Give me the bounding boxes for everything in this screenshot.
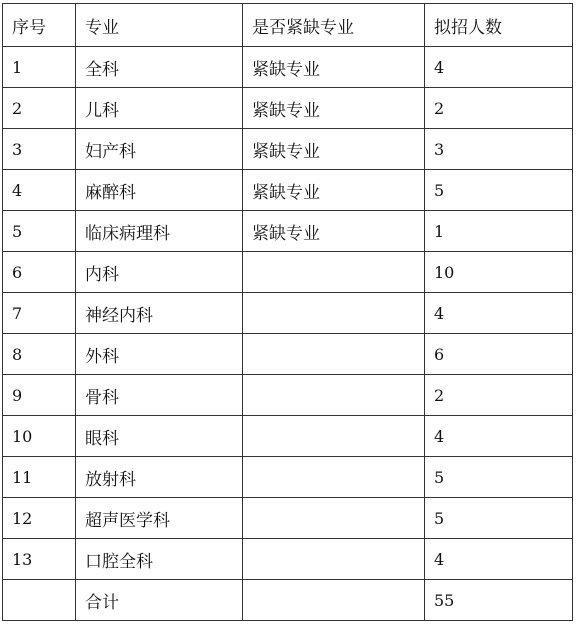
cell-specialty: 麻醉科 xyxy=(76,170,243,211)
cell-specialty: 神经内科 xyxy=(76,293,243,334)
table-row xyxy=(3,211,573,252)
cell-shortage-status xyxy=(243,416,425,457)
header-specialty: 专业 xyxy=(76,4,243,47)
cell-serial-number: 4 xyxy=(3,170,76,211)
cell-planned-hires: 10 xyxy=(425,252,573,293)
cell-shortage-status xyxy=(243,334,425,375)
cell-serial-number: 1 xyxy=(3,47,76,88)
recruitment-table xyxy=(2,3,573,621)
table-row xyxy=(3,334,573,375)
cell-planned-hires: 3 xyxy=(425,129,573,170)
table-row xyxy=(3,129,573,170)
cell-specialty: 全科 xyxy=(76,47,243,88)
cell-specialty: 妇产科 xyxy=(76,129,243,170)
header-planned-hires: 拟招人数 xyxy=(425,4,573,47)
cell-planned-hires: 5 xyxy=(425,498,573,539)
cell-specialty: 超声医学科 xyxy=(76,498,243,539)
table-body xyxy=(3,47,573,621)
cell-planned-hires: 5 xyxy=(425,170,573,211)
table-row xyxy=(3,498,573,539)
cell-serial-number xyxy=(3,580,76,621)
cell-planned-hires: 2 xyxy=(425,88,573,129)
cell-serial-number: 3 xyxy=(3,129,76,170)
table-row xyxy=(3,293,573,334)
cell-specialty: 放射科 xyxy=(76,457,243,498)
cell-serial-number: 2 xyxy=(3,88,76,129)
cell-shortage-status xyxy=(243,293,425,334)
cell-planned-hires: 4 xyxy=(425,539,573,580)
cell-planned-hires: 5 xyxy=(425,457,573,498)
table-header xyxy=(3,4,573,47)
cell-planned-hires: 2 xyxy=(425,375,573,416)
header-shortage-status: 是否紧缺专业 xyxy=(243,4,425,47)
cell-serial-number: 11 xyxy=(3,457,76,498)
cell-serial-number: 5 xyxy=(3,211,76,252)
cell-shortage-status: 紧缺专业 xyxy=(243,47,425,88)
cell-serial-number: 6 xyxy=(3,252,76,293)
cell-shortage-status xyxy=(243,580,425,621)
cell-planned-hires: 1 xyxy=(425,211,573,252)
cell-specialty: 骨科 xyxy=(76,375,243,416)
header-row xyxy=(3,4,573,47)
cell-specialty: 外科 xyxy=(76,334,243,375)
cell-shortage-status: 紧缺专业 xyxy=(243,88,425,129)
cell-planned-hires: 55 xyxy=(425,580,573,621)
total-row xyxy=(3,580,573,621)
table-row xyxy=(3,47,573,88)
cell-planned-hires: 4 xyxy=(425,416,573,457)
cell-shortage-status xyxy=(243,375,425,416)
cell-shortage-status: 紧缺专业 xyxy=(243,170,425,211)
header-serial-number: 序号 xyxy=(3,4,76,47)
cell-specialty: 内科 xyxy=(76,252,243,293)
cell-shortage-status xyxy=(243,457,425,498)
cell-serial-number: 12 xyxy=(3,498,76,539)
table-row xyxy=(3,170,573,211)
cell-planned-hires: 4 xyxy=(425,47,573,88)
table-row xyxy=(3,375,573,416)
table-row xyxy=(3,252,573,293)
cell-planned-hires: 4 xyxy=(425,293,573,334)
cell-shortage-status: 紧缺专业 xyxy=(243,129,425,170)
table-row xyxy=(3,539,573,580)
cell-serial-number: 13 xyxy=(3,539,76,580)
cell-shortage-status: 紧缺专业 xyxy=(243,211,425,252)
table-row xyxy=(3,416,573,457)
cell-planned-hires: 6 xyxy=(425,334,573,375)
cell-specialty: 口腔全科 xyxy=(76,539,243,580)
cell-shortage-status xyxy=(243,498,425,539)
table-row xyxy=(3,88,573,129)
cell-shortage-status xyxy=(243,252,425,293)
cell-serial-number: 8 xyxy=(3,334,76,375)
table-row xyxy=(3,457,573,498)
cell-serial-number: 7 xyxy=(3,293,76,334)
cell-specialty: 儿科 xyxy=(76,88,243,129)
cell-shortage-status xyxy=(243,539,425,580)
recruitment-table-container xyxy=(2,3,572,621)
cell-specialty: 临床病理科 xyxy=(76,211,243,252)
cell-serial-number: 9 xyxy=(3,375,76,416)
cell-specialty: 合计 xyxy=(76,580,243,621)
cell-serial-number: 10 xyxy=(3,416,76,457)
cell-specialty: 眼科 xyxy=(76,416,243,457)
